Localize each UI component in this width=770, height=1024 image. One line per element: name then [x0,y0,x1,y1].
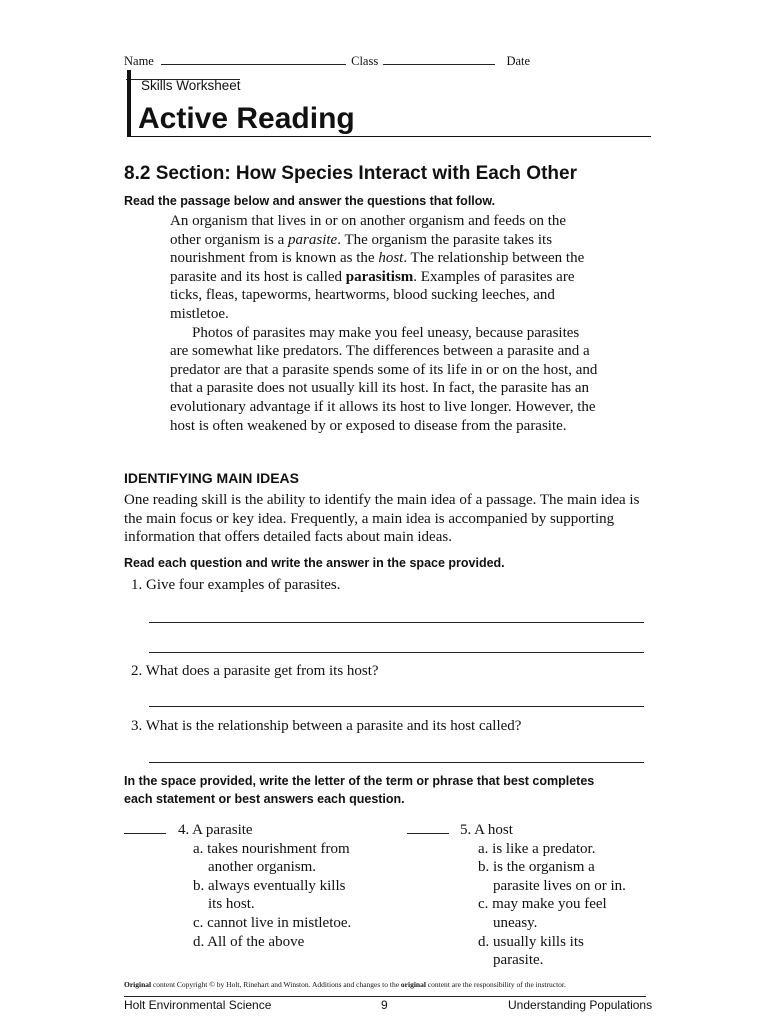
copyright-text-2: content are the responsibility of the instructor. [425,980,566,989]
section-title: 8.2 Section: How Species Interact with Each Other [124,163,577,184]
q5-option-c [478,895,650,932]
question-4 [178,821,378,951]
option-line: d. usually kills its [478,933,584,950]
mc-instruction-line-2: each statement or best answers each question. [124,792,405,806]
questions-instruction: Read each question and write the answer in the space provided. [124,556,505,570]
footer-chapter-title: Understanding Populations [508,998,653,1012]
copyright-bold-1: Original [124,980,152,989]
option-line: d. All of the above [193,933,305,950]
passage-text-run: . Examples of parasites are ticks, fleas, tapeworms, heartworms, blood sucking leeches, and mistletoe. [170,268,575,322]
passage-text-run: An organism that lives in or on another organism and feeds on the other organism is a [170,213,567,248]
question-4-stem: 4. A parasite [178,822,253,838]
q4-option-c [193,914,378,933]
option-line: parasite lives on or in. [493,877,626,894]
option-line: b. always eventually kills [193,877,346,894]
question-1: 1. Give four examples of parasites. [131,577,341,593]
worksheet-header [127,70,651,137]
page-title: Active Reading [138,102,355,135]
option-line: its host. [208,896,255,913]
option-line: a. is like a predator. [478,840,596,857]
passage-paragraph-1 [170,212,600,324]
passage-paragraph-2: Photos of parasites may make you feel uneasy, because parasites are somewhat like predators. The differences between a parasite and a predator are that a parasite spends some of its life in or on the host, and that a parasite does not usually kill its host. In fact, the parasite has an evolutionary advantage if it allows its host to live longer. However, the host is often weakened by or exposed to disease from the parasite. [170,324,598,434]
option-line: another organism. [208,859,317,876]
date-label: Date [506,54,531,68]
passage-text-run: parasitism [345,268,414,285]
answer-blank-4[interactable] [124,833,166,834]
option-line: parasite. [493,952,544,969]
copyright-note [124,980,566,989]
q4-option-d [193,933,378,952]
passage-text-run: . The organism the parasite takes its nourishment from is known as the [170,231,553,267]
passage-text-run: . The relationship between the parasite and its host is called [170,250,585,285]
question-5-stem: 5. A host [460,822,513,838]
passage-text-run: host [378,250,404,267]
answer-line-2[interactable] [149,706,644,707]
name-field[interactable] [161,64,346,65]
class-field[interactable] [383,64,495,65]
option-line: c. cannot live in mistletoe. [193,914,352,931]
reading-passage [170,212,600,435]
mc-instruction-line-1: In the space provided, write the letter of the term or phrase that best completes [124,774,595,788]
q5-option-a [478,840,650,859]
footer-divider [124,996,646,997]
q5-option-b [478,858,650,895]
question-3: 3. What is the relationship between a parasite and its host called? [131,718,522,734]
q5-option-d [478,933,650,970]
footer-book-title: Holt Environmental Science [124,998,272,1012]
page-number: 9 [381,998,388,1012]
worksheet-type-label: Skills Worksheet [141,78,241,93]
q4-option-a [193,840,378,877]
option-line: b. is the organism a [478,859,595,876]
copyright-text-1: content Copyright © by Holt, Rinehart and Winston. Additions and changes to the [151,980,401,989]
copyright-bold-2: original [400,980,426,989]
answer-line-1b[interactable] [149,652,644,653]
passage-instruction: Read the passage below and answer the questions that follow. [124,194,496,208]
option-line: c. may make you feel [478,896,607,913]
question-4-options [178,840,378,952]
class-label: Class [351,54,379,68]
answer-blank-5[interactable] [407,833,449,834]
main-ideas-heading: IDENTIFYING MAIN IDEAS [124,470,300,486]
option-line: a. takes nourishment from [193,840,350,857]
name-label: Name [124,54,154,68]
question-2: 2. What does a parasite get from its host? [131,663,379,679]
question-5 [460,821,650,970]
answer-line-3[interactable] [149,762,644,763]
q4-option-b [193,877,378,914]
answer-line-1a[interactable] [149,622,644,623]
main-ideas-text: One reading skill is the ability to identify the main idea of a passage. The main idea is the main focus or key idea. Frequently, a main idea is accompanied by supporting information that offers detailed facts about main ideas. [124,492,640,546]
option-line: uneasy. [493,914,538,931]
question-5-options [460,840,650,970]
passage-text-run: parasite [288,231,338,248]
